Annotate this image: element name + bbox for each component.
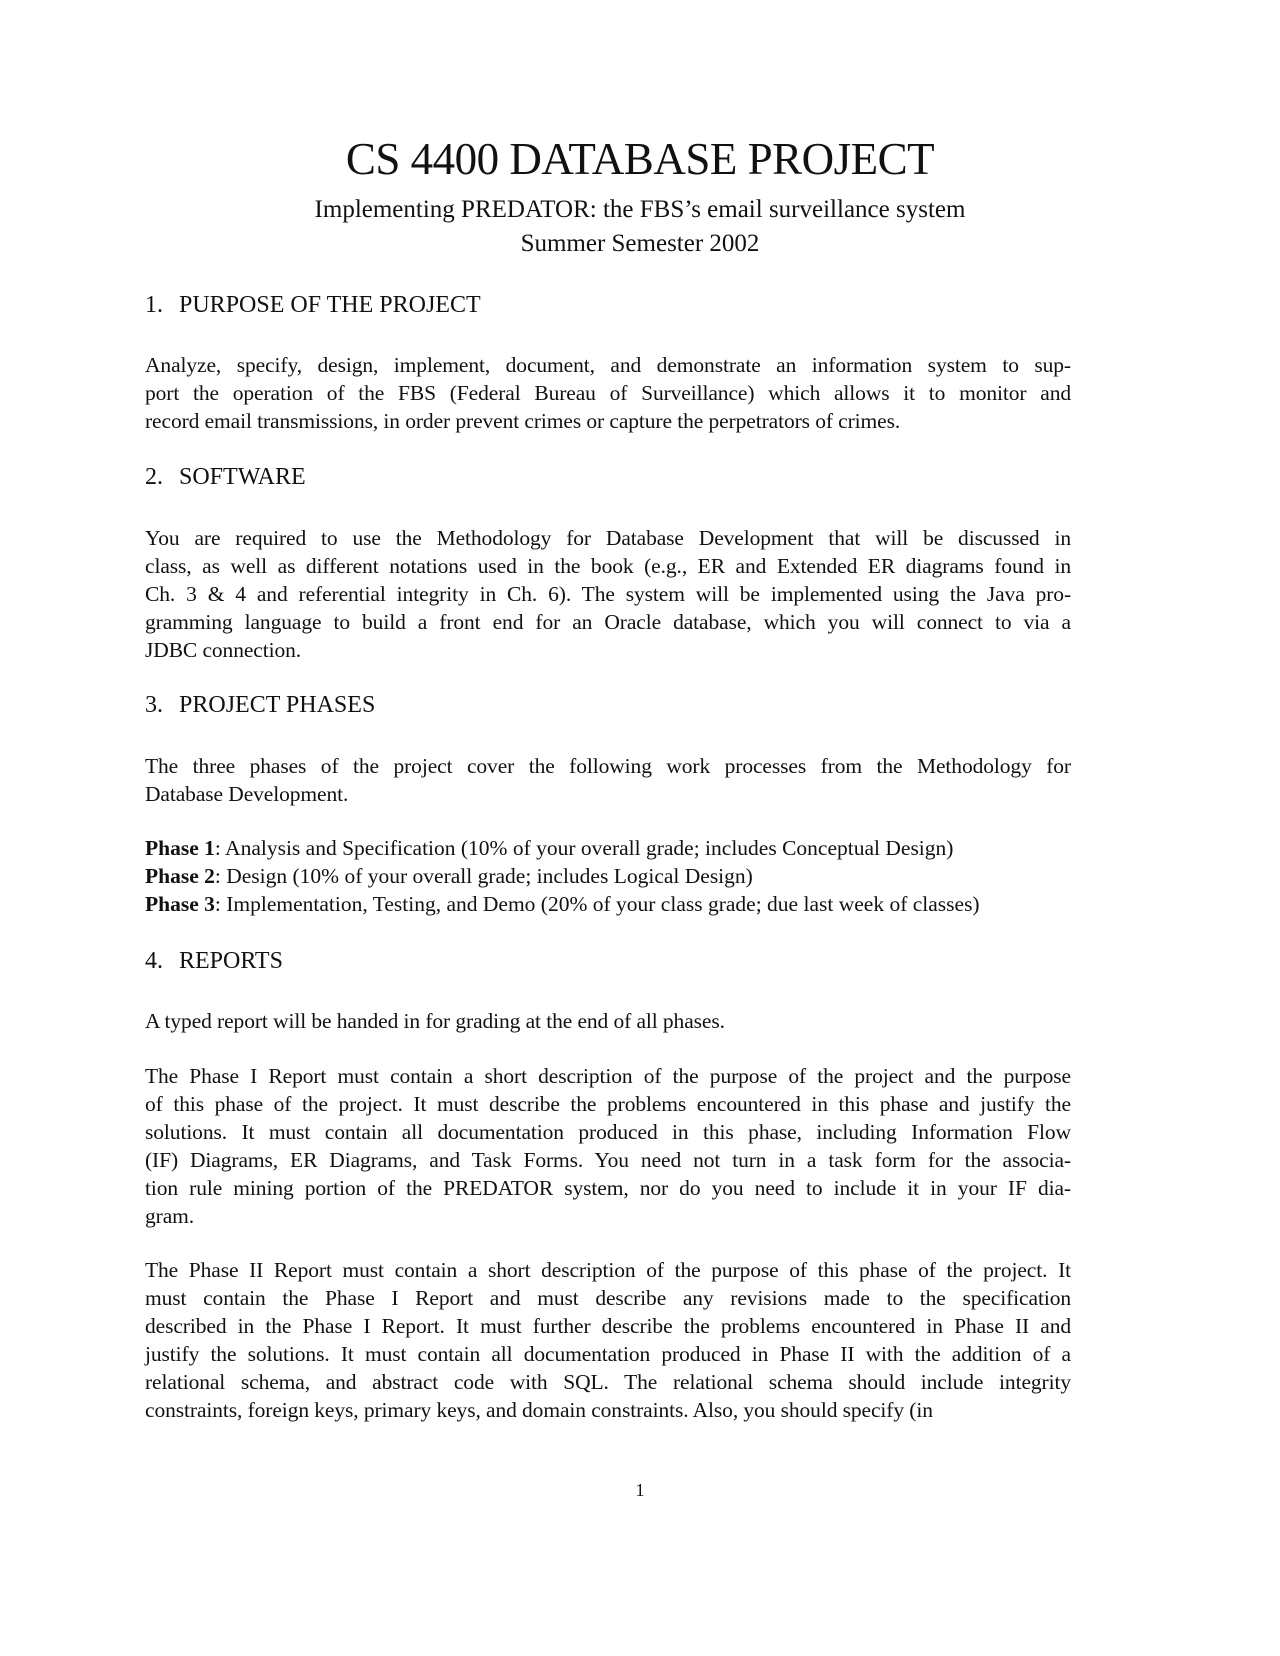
page-number: 1 [635, 1480, 645, 1500]
section-title: PURPOSE OF THE PROJECT [179, 292, 481, 318]
paragraph [145, 351, 1071, 435]
phase-item [145, 862, 1071, 890]
text-line: of this phase of the project. It must describe the problems encountered in this phase and justify the [145, 1092, 1071, 1116]
paragraph [145, 524, 1071, 664]
document-subtitle: Implementing PREDATOR: the FBS’s email surveillance system [314, 196, 966, 223]
text-line: JDBC connection. [145, 638, 302, 662]
phase-description: : Design (10% of your overall grade; includes Logical Design) [214, 864, 753, 888]
text-line: Database Development. [145, 782, 349, 806]
paragraph [145, 752, 1071, 808]
text-line: justify the solutions. It must contain all documentation produced in Phase II with the addition of a [145, 1342, 1071, 1366]
section-title: SOFTWARE [179, 464, 306, 490]
text-line: record email transmissions, in order prevent crimes or capture the perpetrators of crimes. [145, 409, 901, 433]
paragraph [145, 1007, 1071, 1035]
text-line: Analyze, specify, design, implement, document, and demonstrate an information system to sup- [145, 353, 1071, 377]
text-line: The three phases of the project cover the following work processes from the Methodology for [145, 754, 1071, 778]
text-line: A typed report will be handed in for grading at the end of all phases. [145, 1009, 725, 1033]
section-heading [145, 462, 306, 492]
text-line: Ch. 3 & 4 and referential integrity in Ch. 6). The system will be implemented using the Java pro- [145, 582, 1071, 606]
section-title: REPORTS [179, 948, 283, 974]
text-line: class, as well as different notations used in the book (e.g., ER and Extended ER diagrams found in [145, 554, 1071, 578]
section-number: 4. [145, 948, 163, 974]
phase-description: : Analysis and Specification (10% of your overall grade; includes Conceptual Design) [214, 836, 954, 860]
text-line: You are required to use the Methodology for Database Development that will be discussed in [145, 526, 1071, 550]
paragraph [145, 1062, 1071, 1230]
text-line: The Phase I Report must contain a short description of the purpose of the project and the purpose [145, 1064, 1071, 1088]
semester: Summer Semester 2002 [520, 230, 760, 257]
text-line: relational schema, and abstract code with SQL. The relational schema should include integrity [145, 1370, 1071, 1394]
section-heading [145, 946, 283, 976]
phase-label: Phase 2 [145, 864, 215, 888]
text-line: must contain the Phase I Report and must describe any revisions made to the specification [145, 1286, 1071, 1310]
section-heading [145, 690, 375, 720]
text-line: described in the Phase I Report. It must further describe the problems encountered in Phase II and [145, 1314, 1071, 1338]
phase-item [145, 890, 1071, 918]
section-heading [145, 290, 481, 320]
text-line: constraints, foreign keys, primary keys, and domain constraints. Also, you should specify (in [145, 1398, 933, 1422]
phase-description: : Implementation, Testing, and Demo (20% of your class grade; due last week of classes) [214, 892, 980, 916]
text-line: solutions. It must contain all documentation produced in this phase, including Information Flow [145, 1120, 1071, 1144]
section-number: 3. [145, 692, 163, 718]
text-line: gram. [145, 1204, 195, 1228]
section-title: PROJECT PHASES [179, 692, 376, 718]
text-line: gramming language to build a front end for an Oracle database, which you will connect to via a [145, 610, 1071, 634]
text-line: port the operation of the FBS (Federal Bureau of Surveillance) which allows it to monitor and [145, 381, 1071, 405]
phase-label: Phase 3 [145, 892, 215, 916]
paragraph [145, 1256, 1071, 1424]
section-number: 2. [145, 464, 163, 490]
phase-label: Phase 1 [145, 836, 215, 860]
text-line: The Phase II Report must contain a short description of the purpose of this phase of the project. It [145, 1258, 1071, 1282]
section-number: 1. [145, 292, 163, 318]
text-line: (IF) Diagrams, ER Diagrams, and Task Forms. You need not turn in a task form for the associa- [145, 1148, 1071, 1172]
phase-list [145, 834, 1071, 918]
document-title: CS 4400 DATABASE PROJECT [345, 134, 935, 184]
phase-item [145, 834, 1071, 862]
text-line: tion rule mining portion of the PREDATOR system, nor do you need to include it in your IF dia- [145, 1176, 1071, 1200]
